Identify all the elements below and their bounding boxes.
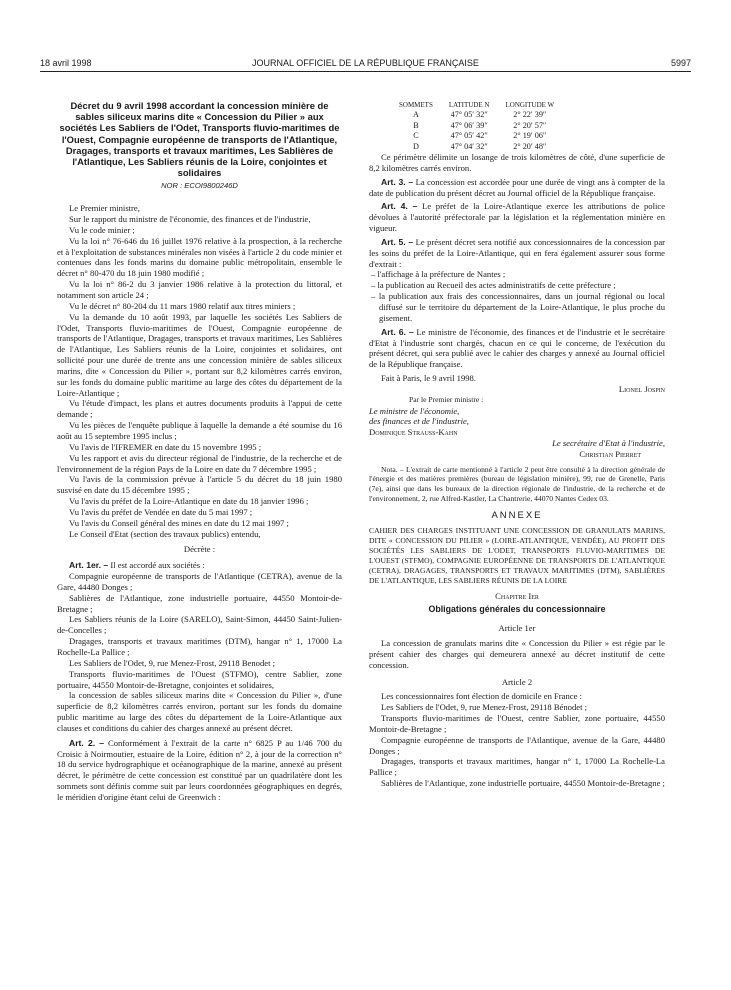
table-header-row (399, 100, 570, 110)
chapter-title: Obligations générales du concessionnaire (428, 604, 606, 615)
annex-article-1-text: La concession de granulats marins dite « Concession du Pilier » est régie par le présent cahier des charges qui demeurera annexé au décret institutif de cette concession. (369, 638, 665, 670)
article-6: Art. 6. – Le ministre de l'économie, des finances et de l'industrie et le secrétaire d'Etat à l'industrie sont chargés, chacun en ce qui le concerne, de l'exécution du présent décret, qui sera publié avec le cahier des charges y annexé au Journal officiel de la République française. (369, 326, 665, 370)
list-item: – la publication aux frais des concessionnaires, dans un journal régional ou local diffusé sur le territoire du département de la Loire-Atlantique, le plus proche du gisement. (371, 291, 665, 323)
company-entry: Les Sabliers de l'Odet, 9, rue Menez-Frost, 29118 Benodet ; (69, 657, 276, 668)
page-number: 5997 (670, 58, 691, 68)
issue-date: 18 avril 1998 (40, 58, 92, 68)
article-2: Art. 2. – Conformément à l'extrait de la carte n° 6825 P au 1/46 700 du Croisic à Noirmoutier, estuaire de la Loire, édition n° 2, à jour de la correction n° 18 du service hydrographique et océanographique de la marine, annexé au présent décret, le périmètre de cette concession est constitué par un quadrilatère dont les sommets sont définis comme suit par leurs coordonnées géographiques en degrés, le méridien d'origine étant celui de Greenwich : (57, 737, 342, 802)
visa-line: Vu le code minier ; (69, 224, 135, 235)
visa-line: Vu la loi n° 86-2 du 3 janvier 1986 relative à la protection du littoral, et notamment son article 24 ; (57, 279, 342, 301)
annex-line: Les Sabliers de l'Odet, 9, rue Menez-Frost, 29118 Bénodet ; (381, 702, 588, 713)
annex-line: Sablières de l'Atlantique, zone industrielle portuaire, 44550 Montoir-de-Bretagne ; (381, 778, 665, 789)
visa-line: Vu le décret n° 80-204 du 11 mars 1980 relatif aux titres miniers ; (69, 300, 296, 311)
page-header (40, 58, 691, 72)
nor-reference: NOR : ECOI9800246D (161, 181, 238, 191)
right-column (369, 100, 665, 789)
company-entry: Sablières de l'Atlantique, zone industrielle portuaire, 44550 Montoir-de-Bretagne ; (57, 592, 342, 614)
table-header: LATITUDE N (448, 101, 490, 109)
visa-line: Vu l'étude d'impact, les plans et autres documents produits à l'appui de cette demande ; (57, 398, 342, 420)
annex-title: ANNEXE (491, 510, 543, 522)
article-2-label: Art. 2. – (69, 737, 105, 748)
article-1-intro: Art. 1er. – Il est accordé aux sociétés : (69, 560, 205, 571)
visa-line: Vu les pièces de l'enquête publique à laquelle la demande a été soumise du 16 août au 15 septembre 1995 inclus ; (57, 420, 342, 441)
visa-line: Vu la demande du 10 août 1993, par laquelle les sociétés Les Sabliers de l'Odet, Transports fluvio-maritimes de l'Ouest, Compagnie européenne de transports de l'Atlantique, Dragages, transports et travaux maritimes, Les Sablières de l'Atlantique, Les Sabliers réunis de la Loire, conjointes et solidaires, ont sollicité pour une durée de trente ans une concession minière de sables siliceux marins, dite « Concession du Pilier », portant sur 8,2 kilomètres carrés environ, sur les fonds du domaine public maritime au large des côtes du département de la Loire-Atlantique ; (57, 311, 342, 398)
table-row: B 47° 06′ 39″ 2° 20′ 57″ (413, 120, 547, 130)
signature-by: Par le Premier ministre : (409, 394, 484, 404)
journal-title: JOURNAL OFFICIEL DE LA RÉPUBLIQUE FRANÇAISE (252, 58, 479, 68)
annex-article-1-title: Article 1er (498, 623, 536, 634)
minister-title: Le ministre de l'économie, (369, 405, 460, 416)
visa-line: Le Premier ministre, (69, 203, 140, 214)
article-1-tail: la concession de sables siliceux marins dite « Concession du Pilier », d'une superficie de 8,2 kilomètres carrés environ, portant sur les fonds du domaine public maritime au large des côtes du département de la Loire-Atlantique aux clauses et conditions du cahier des charges annexé au présent décret. (57, 690, 342, 733)
visa-line: Vu les rapport et avis du directeur régional de l'industrie, de la recherche et de l'environnement de la région Pays de la Loire en date du 7 décembre 1995 ; (57, 452, 342, 474)
visa-line: Vu la loi n° 76-646 du 16 juillet 1976 relative à la prospection, à la recherche et à l'exploitation de substances minérales non visées à l'article 2 du code minier et contenues dans les fonds marins du domaine public métropolitain, ensemble le décret n° 80-470 du 18 juin 1980 modifié ; (57, 235, 342, 279)
minister-name: Dominique Strauss-Kahn (369, 427, 458, 438)
coordinates-table (399, 100, 570, 152)
table-row: D 47° 04′ 32″ 2° 20′ 48″ (412, 141, 547, 151)
header-rule (40, 71, 691, 72)
visa-line: Vu l'avis du préfet de la Loire-Atlantique en date du 18 janvier 1996 ; (69, 496, 309, 507)
decree-title: Décret du 9 avril 1998 accordant la concession minière de sables siliceux marins dite « Concession du Pilier » aux sociétés Les Sabliers de l'Odet, Transports fluvio-maritimes de l'Ouest, Compagnie européenne de transports de l'Atlantique, Dragages, transports et travaux maritimes, Les Sablières de l'Atlantique, Les Sabliers réunis de la Loire, conjointes et solidaires (59, 100, 340, 179)
visa-line: Sur le rapport du ministre de l'économie, des finances et de l'industrie, (69, 214, 311, 225)
visa-line: Vu l'avis du préfet de Vendée en date du 5 mai 1997 ; (69, 506, 253, 517)
perimeter-text: Ce périmètre délimite un losange de trois kilomètres de côté, d'une superficie de 8,2 kilomètres carrés environ. (369, 152, 665, 173)
chapter-heading: Chapitre Ier (495, 591, 539, 602)
signature-place: Fait à Paris, le 9 avril 1998. (381, 373, 476, 384)
decrete-heading: Décrète : (183, 544, 216, 555)
list-item: – l'affichage à la préfecture de Nantes ; (371, 269, 506, 280)
article-4: Art. 4. – Le préfet de la Loire-Atlantique exerce les attributions de police dévolues à l'autorité préfectorale par la législation et la réglementation minière en vigueur. (369, 201, 666, 234)
nota: Nota. – L'extrait de carte mentionné à l'article 2 peut être consulté à la direction générale de l'énergie et des matières premières (bureau de législation minière), 99, rue de Grenelle, Paris (7e), ainsi que dans les bureaux de la direction régionale de l'industrie, de la recherche et de l'environnement, 2, rue Alfred-Kastler, La Chantrerie, 44070 Nantes Cedex 03. (369, 464, 665, 503)
visa-line: Vu l'avis du Conseil général des mines en date du 12 mai 1997 ; (69, 517, 289, 528)
annex-caps-title: CAHIER DES CHARGES INSTITUANT UNE CONCESSION DE GRANULATS MARINS, DITE « CONCESSION DU PILIER » (LOIRE-ATLANTIQUE, VENDÉE), AU PROFIT DES SOCIÉTÉS LES SABLIERS DE L'ODET, TRANSPORTS FLUVIO-MARITIMES DE L'OUEST (STFMO), COMPAGNIE EUROPÉENNE DE TRANSPORTS DE L'ATLANTIQUE (CETRA), DRAGAGES, TRANSPORTS ET TRAVAUX MARITIMES (DTM), SABLIÈRES DE L'ATLANTIQUE, LES SABLIERS RÉUNIS DE LA LOIRE (369, 526, 665, 585)
secretary-name: Christian Pierret (579, 448, 641, 459)
table-header: LONGITUDE W (505, 101, 555, 109)
visa-line: Le Conseil d'Etat (section des travaux publics) entendu, (69, 528, 261, 539)
annex-line: Dragages, transports et travaux maritimes, hangar n° 1, 17000 La Rochelle-La Pallice ; (369, 756, 665, 778)
company-entry: Compagnie européenne de transports de l'Atlantique (CETRA), avenue de la Gare, 44480 Donges ; (57, 571, 342, 592)
company-entry: Dragages, transports et travaux maritimes (DTM), hangar n° 1, 17000 La Rochelle-La Pallice ; (57, 636, 342, 658)
company-entry: Les Sabliers réunis de la Loire (SARELO), Saint-Simon, 44450 Saint-Julien-de-Concelles ; (57, 614, 342, 636)
article-1-label: Art. 1er. – (69, 560, 109, 571)
table-header: SOMMETS (399, 101, 433, 109)
minister-title: des finances et de l'industrie, (369, 416, 469, 427)
article-3: Art. 3. – La concession est accordée pour une durée de vingt ans à compter de la date de publication du présent décret au Journal officiel de la République française. (369, 176, 665, 198)
signature-pm: Lionel Jospin (618, 383, 665, 394)
annex-article-2-title: Article 2 (501, 676, 533, 687)
article-5: Art. 5. – Le présent décret sera notifié aux concessionnaires de la concession par les soins du préfet de la Loire-Atlantique, qui en fera également assurer sous forme d'extrait : (369, 236, 665, 269)
table-row: A 47° 05′ 32″ 2° 22′ 39″ (412, 110, 547, 120)
visa-line: Vu l'avis de l'IFREMER en date du 15 novembre 1995 ; (69, 441, 262, 452)
secretary-title: Le secrétaire d'Etat à l'industrie, (552, 438, 665, 449)
left-column (57, 100, 342, 803)
annex-line: Transports fluvio-maritimes de l'Ouest, centre Sablier, zone portuaire, 44550 Montoir-de-Bretagne ; (369, 713, 665, 734)
visa-line: Vu l'avis de la commission prévue à l'article 5 du décret du 18 juin 1980 susvisé en date du 15 décembre 1995 ; (57, 474, 342, 496)
annex-line: Les concessionnaires font élection de domicile en France : (381, 691, 582, 702)
company-entry: Transports fluvio-maritimes de l'Ouest (STFMO), centre Sablier, zone portuaire, 44550 Montoir-de-Bretagne, conjointes et solidaires, (57, 668, 342, 690)
annex-line: Compagnie européenne de transports de l'Atlantique, avenue de la Gare, 44480 Donges ; (369, 734, 665, 756)
table-row: C 47° 05′ 42″ 2° 19′ 06″ (413, 131, 547, 141)
list-item: – la publication au Recueil des actes administratifs de cette préfecture ; (371, 280, 616, 291)
